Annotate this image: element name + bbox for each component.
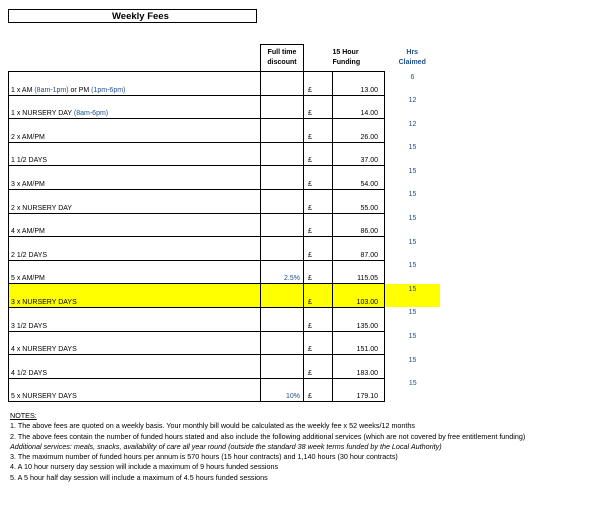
- session-description: 5 x AM/PM: [9, 260, 261, 284]
- currency-cell: £: [304, 355, 333, 379]
- notes-heading: NOTES:: [10, 411, 37, 420]
- header-hours: Hrs Claimed: [398, 49, 426, 66]
- hours-cell: 15: [408, 144, 417, 152]
- amount-cell: 87.00: [333, 237, 385, 261]
- amount-cell: 183.00: [333, 355, 385, 379]
- fee-row: [9, 307, 441, 331]
- session-description: 2 x NURSERY DAY: [9, 189, 261, 213]
- discount-cell: [261, 119, 304, 143]
- session-description: 4 1/2 DAYS: [9, 355, 261, 379]
- currency-cell: £: [304, 142, 333, 166]
- note-item: 5. A 5 hour half day session will include a maximum of 4.5 hours funded sessions: [10, 472, 268, 482]
- session-description: 1 x NURSERY DAY (8am-6pm): [9, 95, 261, 119]
- currency-cell: £: [304, 95, 333, 119]
- fee-row: [9, 284, 441, 308]
- fee-row: [9, 72, 441, 96]
- discount-cell: [261, 331, 304, 355]
- header-funding: 15 Hour Funding: [332, 48, 361, 66]
- discount-cell: [261, 142, 304, 166]
- note-item: 4. A 10 hour nursery day session will include a maximum of 9 hours funded sessions: [10, 462, 279, 472]
- amount-cell: 103.00: [333, 284, 385, 308]
- notes: [10, 411, 600, 483]
- discount-cell: [261, 284, 304, 308]
- fee-row: [9, 119, 441, 143]
- hours-cell: 15: [408, 167, 417, 175]
- currency-cell: £: [304, 307, 333, 331]
- discount-cell: [261, 95, 304, 119]
- amount-cell: 55.00: [333, 189, 385, 213]
- header-row: [9, 45, 441, 72]
- title-box: [8, 9, 257, 23]
- amount-cell: 135.00: [333, 307, 385, 331]
- hours-cell: 15: [408, 309, 417, 317]
- amount-cell: 151.00: [333, 331, 385, 355]
- fee-row: [9, 331, 441, 355]
- fees-table: [8, 44, 441, 402]
- fee-row: [9, 142, 441, 166]
- amount-cell: 37.00: [333, 142, 385, 166]
- currency-cell: £: [304, 260, 333, 284]
- amount-cell: 14.00: [333, 95, 385, 119]
- session-description: 1 1/2 DAYS: [9, 142, 261, 166]
- hours-cell: 15: [408, 356, 417, 364]
- fee-row: [9, 166, 441, 190]
- session-description: 3 x NURSERY DAYS: [9, 284, 261, 308]
- note-item: 1. The above fees are quoted on a weekly basis. Your monthly bill would be calculated as the weekly fee x 52 weeks/12 months: [10, 421, 416, 431]
- hours-cell: 12: [408, 97, 417, 105]
- hours-cell: 15: [408, 191, 417, 199]
- session-description: 3 x AM/PM: [9, 166, 261, 190]
- note-item: 3. The maximum number of funded hours per annum is 570 hours (15 hour contracts) and 1,140 hours (30 hour contracts): [10, 452, 398, 462]
- currency-cell: £: [304, 72, 333, 96]
- currency-cell: £: [304, 237, 333, 261]
- hours-cell: 12: [408, 120, 417, 128]
- amount-cell: 54.00: [333, 166, 385, 190]
- header-blank: [9, 45, 261, 72]
- hours-cell: 15: [385, 284, 441, 308]
- session-description: 4 x AM/PM: [9, 213, 261, 237]
- fee-row: [9, 260, 441, 284]
- currency-cell: £: [304, 378, 333, 402]
- amount-cell: 179.10: [333, 378, 385, 402]
- discount-cell: [261, 166, 304, 190]
- amount-cell: 26.00: [333, 119, 385, 143]
- discount-cell: [261, 72, 304, 96]
- discount-cell: [261, 355, 304, 379]
- hours-cell: 15: [408, 333, 417, 341]
- currency-cell: £: [304, 213, 333, 237]
- hours-cell: 15: [408, 215, 417, 223]
- currency-cell: £: [304, 189, 333, 213]
- session-description: 2 x AM/PM: [9, 119, 261, 143]
- discount-cell: [261, 237, 304, 261]
- session-description: 4 x NURSERY DAYS: [9, 331, 261, 355]
- session-description: 1 x AM (8am-1pm) or PM (1pm-6pm): [9, 72, 261, 96]
- hours-cell: 15: [408, 238, 417, 246]
- page-title: Weekly Fees: [112, 11, 169, 22]
- hours-cell: 6: [410, 73, 415, 81]
- currency-cell: £: [304, 284, 333, 308]
- fee-row: [9, 378, 441, 402]
- header-blank-2: [304, 45, 333, 72]
- discount-cell: 2.5%: [261, 260, 304, 284]
- note-item: Additional services: meals, snacks, availability of care all year round (outside the standard 38 week terms funded by the Local Authority): [10, 441, 442, 451]
- note-item: 2. The above fees contain the number of funded hours stated and also include the following additional services (which are not covered by free entitlement funding): [10, 431, 526, 441]
- hours-cell: 15: [408, 380, 417, 388]
- fee-row: [9, 213, 441, 237]
- session-description: 3 1/2 DAYS: [9, 307, 261, 331]
- currency-cell: £: [304, 119, 333, 143]
- session-description: 2 1/2 DAYS: [9, 237, 261, 261]
- amount-cell: 13.00: [333, 72, 385, 96]
- currency-cell: £: [304, 166, 333, 190]
- fee-row: [9, 95, 441, 119]
- discount-cell: [261, 213, 304, 237]
- fee-row: [9, 237, 441, 261]
- amount-cell: 115.05: [333, 260, 385, 284]
- amount-cell: 86.00: [333, 213, 385, 237]
- discount-cell: [261, 307, 304, 331]
- discount-cell: [261, 189, 304, 213]
- hours-cell: 15: [408, 262, 417, 270]
- session-description: 5 x NURSERY DAYS: [9, 378, 261, 402]
- currency-cell: £: [304, 331, 333, 355]
- fee-row: [9, 355, 441, 379]
- discount-cell: 10%: [261, 378, 304, 402]
- fee-row: [9, 189, 441, 213]
- header-discount: Full time discount: [261, 45, 304, 72]
